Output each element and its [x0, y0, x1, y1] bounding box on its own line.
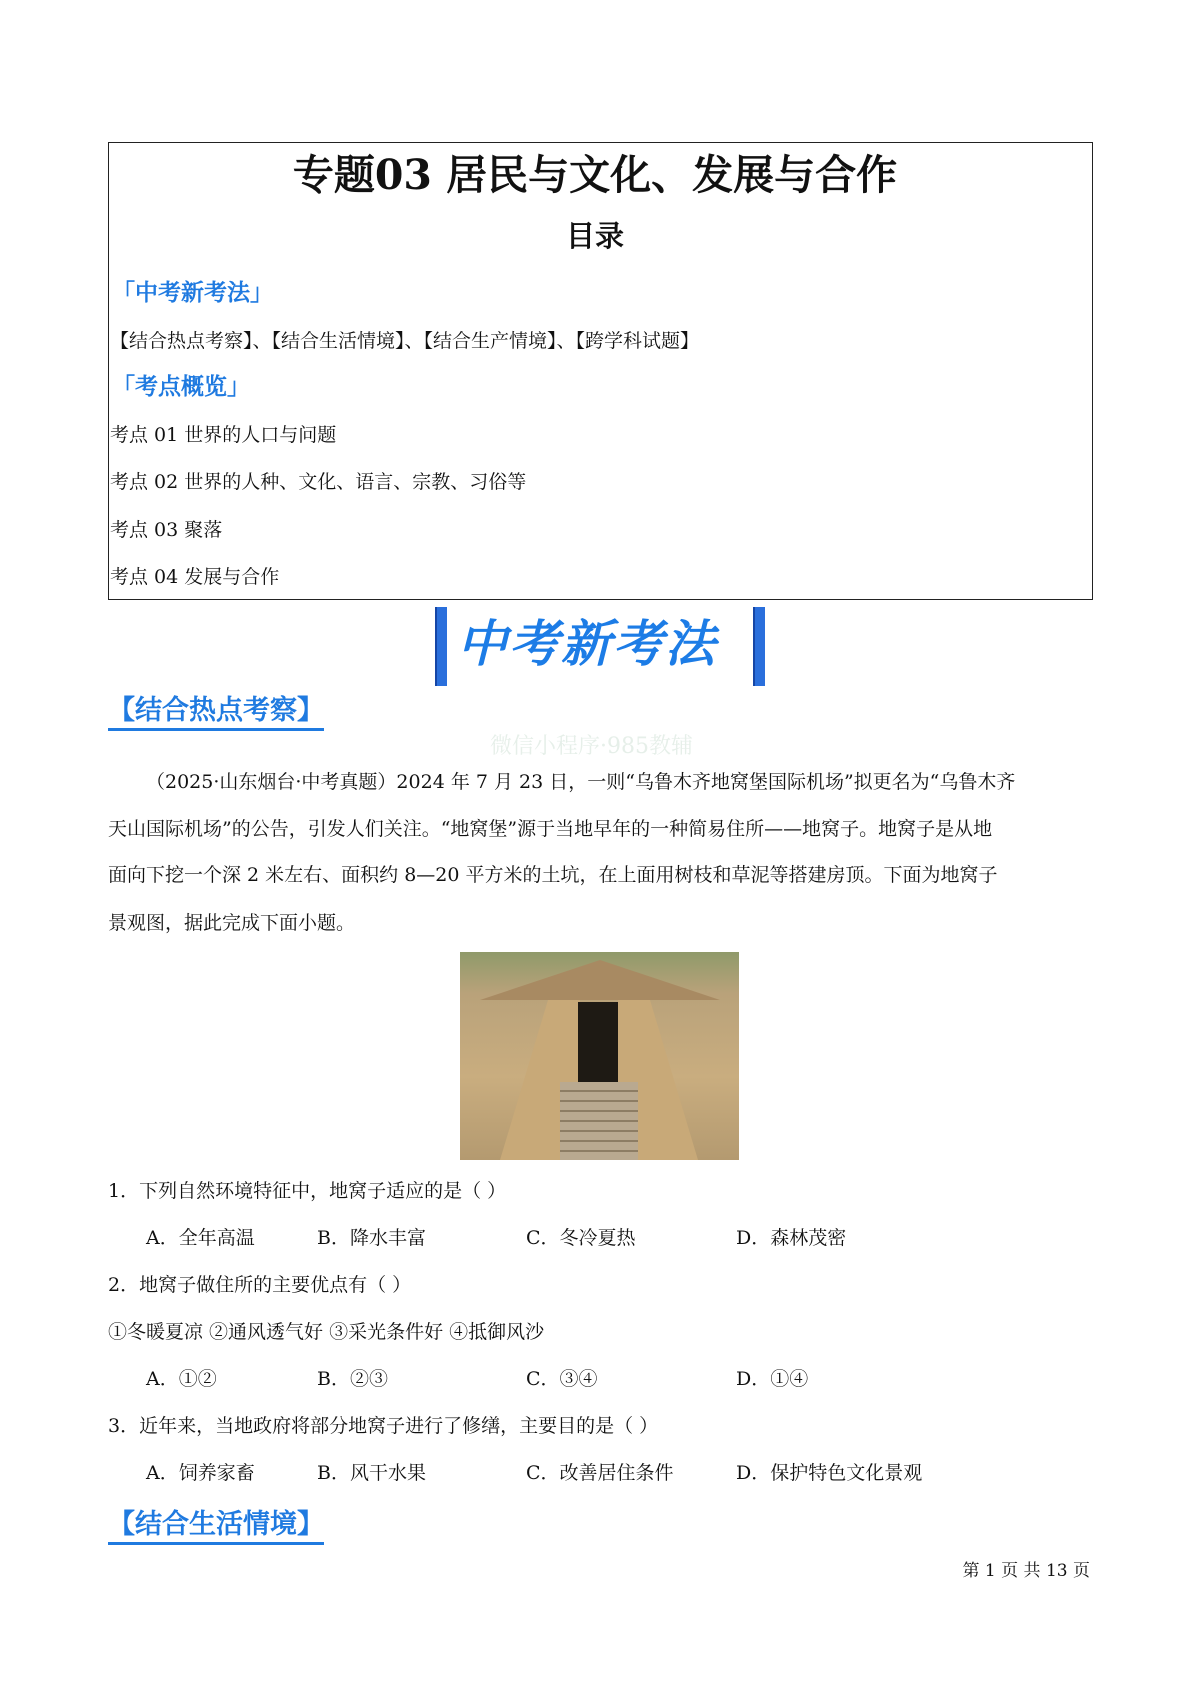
option[interactable]: C．改善居住条件: [526, 1462, 674, 1484]
option[interactable]: C．③④: [526, 1368, 598, 1390]
question-stem: 2．地窝子做住所的主要优点有（ ）: [108, 1274, 412, 1296]
question-stem: 1．下列自然环境特征中，地窝子适应的是（ ）: [108, 1180, 507, 1202]
toc-point[interactable]: 考点 04 发展与合作: [110, 566, 280, 588]
question-stem: 3．近年来，当地政府将部分地窝子进行了修缮，主要目的是（ ）: [108, 1415, 659, 1437]
banner-new-methods: [435, 607, 765, 686]
page-title: 专题03 居民与文化、发展与合作: [292, 151, 898, 199]
banner-bar-right: [753, 607, 765, 686]
section-heading-life: 【结合生活情境】: [108, 1508, 324, 1545]
option[interactable]: A．①②: [146, 1368, 217, 1390]
toc-point[interactable]: 考点 01 世界的人口与问题: [110, 424, 337, 446]
option[interactable]: C．冬冷夏热: [526, 1227, 636, 1249]
paragraph-line: 面向下挖一个深 2 米左右、面积约 8—20 平方米的土坑，在上面用树枝和草泥等搭建房顶。下面为地窝子: [108, 864, 998, 886]
paragraph-line: 景观图，据此完成下面小题。: [108, 912, 356, 934]
option[interactable]: A．全年高温: [146, 1227, 255, 1249]
watermark: 微信小程序·985教辅: [490, 734, 693, 759]
toc-heading: 目录: [565, 219, 624, 253]
banner-bar-left: [435, 607, 447, 686]
option[interactable]: B．②③: [317, 1368, 388, 1390]
toc-section-overview: 「考点概览」: [112, 373, 250, 400]
toc-point[interactable]: 考点 02 世界的人种、文化、语言、宗教、习俗等: [110, 471, 527, 493]
option[interactable]: D．森林茂密: [736, 1227, 847, 1249]
question-items: ①冬暖夏凉 ②通风透气好 ③采光条件好 ④抵御风沙: [108, 1321, 545, 1343]
option[interactable]: D．①④: [736, 1368, 809, 1390]
option[interactable]: A．饲养家畜: [146, 1462, 255, 1484]
section-heading-hot: 【结合热点考察】: [108, 694, 324, 731]
toc-point[interactable]: 考点 03 聚落: [110, 519, 223, 541]
diwozi-photo: [460, 952, 739, 1160]
option[interactable]: B．风干水果: [317, 1462, 426, 1484]
option[interactable]: D．保护特色文化景观: [736, 1462, 923, 1484]
toc-tags: 【结合热点考察】、【结合生活情境】、【结合生产情境】、【跨学科试题】: [110, 330, 700, 352]
toc-section-new-methods: 「中考新考法」: [112, 279, 273, 306]
option[interactable]: B．降水丰富: [317, 1227, 426, 1249]
paragraph-line: （2025·山东烟台·中考真题）2024 年 7 月 23 日，一则“乌鲁木齐地窝堡国际机场”拟更名为“乌鲁木齐: [146, 771, 1016, 793]
page-number: 第 1 页 共 13 页: [962, 1561, 1090, 1581]
banner-text: 中考新考法: [457, 614, 717, 673]
toc-box: [108, 142, 1093, 600]
paragraph-line: 天山国际机场”的公告，引发人们关注。“地窝堡”源于当地早年的一种简易住所——地窝子。地窝子是从地: [108, 818, 993, 840]
